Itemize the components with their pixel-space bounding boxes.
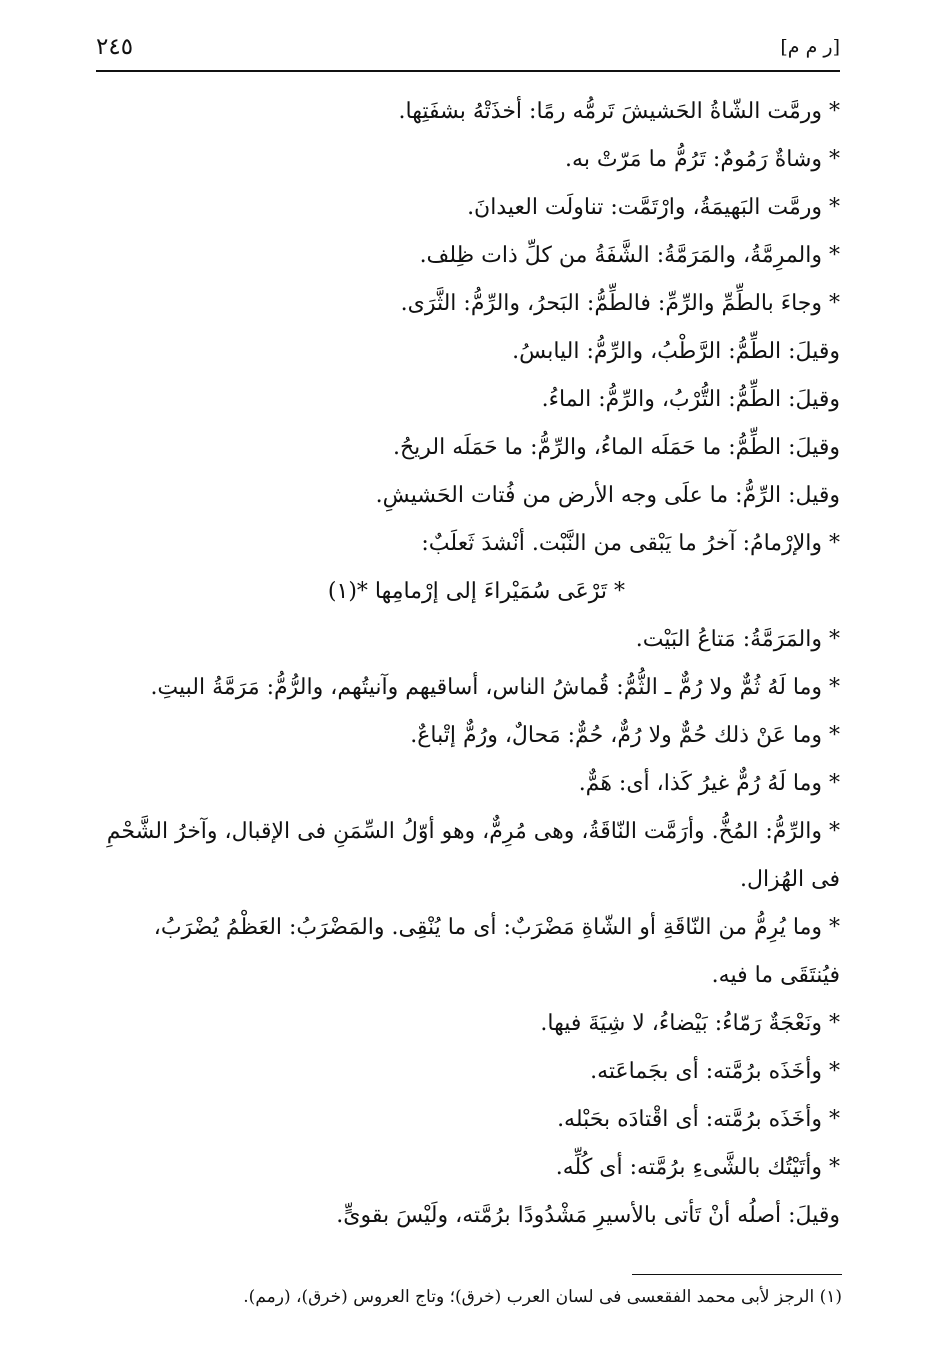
paragraph-6: وقيلَ: الطِّمُّ: الرَّطْبُ، والرِّمُّ: اليابسُ.: [512, 339, 840, 364]
paragraph-8: وقيلَ: الطِّمُّ: ما حَمَلَه الماءُ، والرِّمُّ: ما حَمَلَه الريحُ.: [392, 435, 840, 460]
footnote-rule: [632, 1274, 842, 1275]
paragraph-2: * وشاةٌ رَمُومٌ: تَرُمُّ ما مَرّتْ به.: [565, 147, 840, 172]
paragraph-15: * وما لَهُ رُمٌّ غيرُ كَذا، أى: هَمٌّ.: [578, 771, 840, 796]
header-rule: [96, 70, 840, 72]
paragraph-5: * وجاءَ بالطِّمِّ والرِّمِّ: فالطِّمُّ: البَحرُ، والرِّمُّ: الثَّرَى.: [400, 291, 840, 316]
paragraph-21: * وأتَيْتُك بالشَّىءِ برُمَّته: أى كُلِّه.: [555, 1155, 840, 1180]
page-header: [96, 28, 840, 68]
paragraph-3: * ورمَّت البَهيمَةُ، وارْتَمَّت: تناولَت العيدانَ.: [467, 195, 840, 220]
paragraph-4: * والمرِمَّةُ، والمَرَمَّةُ: الشَّفَةُ من كلِّ ذات ظِلف.: [419, 243, 840, 268]
footnote: (١) الرجز لأبى محمد الفقعسى فى لسان العرب (خرق)؛ وتاج العروس (خرق)، (رمم).: [243, 1287, 842, 1307]
paragraph-12: * والمَرَمَّةُ: مَتاعُ البَيْت.: [635, 627, 840, 652]
page-number: ٢٤٥: [96, 34, 134, 60]
paragraph-10: * والإرْمامُ: آخرُ ما يَبْقى من النَّبْت. أنْشدَ ثَعلَبٌ:: [421, 531, 840, 556]
paragraph-17: * وما يُرِمُّ من النّاقَةِ أو الشّاةِ مَضْرَبٌ: أى ما يُنْقِى. والمَضْرَبُ: العَظْمُ يُضْرَبُ، فيُنتَقَى ما فيه.: [153, 915, 840, 988]
paragraph-16: * والرِّمُّ: المُخُّ. وأرَمَّت النّاقَةُ، وهى مُرِمٌّ، وهو أوّلُ السِّمَنِ فى الإقبال، وآخرُ الشَّحْمِ فى الهُزال.: [106, 819, 840, 892]
paragraph-9: وقيل: الرِّمُّ: ما علَى وجه الأرض من فُتات الحَشيشِ.: [375, 483, 840, 508]
paragraph-18: * ونَعْجَةٌ رَمّاءُ: بَيْضاءُ، لا شِيَةَ فيها.: [540, 1011, 840, 1036]
paragraph-19: * وأخَذَه برُمَّته: أى بجَماعَته.: [590, 1059, 840, 1084]
paragraph-1: * ورمَّت الشّاةُ الحَشيشَ تَرمُّه رمًا: أخذَتْهُ بشفَتِها.: [398, 99, 840, 124]
root-tag: [ر م م]: [780, 36, 840, 58]
paragraph-20: * وأخَذَه برُمَّته: أى اقْتادَه بحَبْله.: [557, 1107, 840, 1132]
entry-body: [90, 88, 840, 1240]
verse-line: * تَرْعَى سُمَيْراءَ إلى إرْمامِها *(١): [327, 579, 625, 604]
paragraph-14: * وما عَنْ ذلك حُمٌّ ولا رُمٌّ، حُمٌّ: مَحالٌ، ورُمٌّ إتْباعٌ.: [410, 723, 840, 748]
paragraph-13: * وما لَهُ ثُمٌّ ولا رُمٌّ ـ الثُّمُّ: قُماشُ الناس، أساقيهم وآنيتُهم، والرُّمُّ: مَرَمَّةُ البيتِ.: [150, 675, 840, 700]
paragraph-7: وقيلَ: الطِّمُّ: التُّرْبُ، والرِّمُّ: الماءُ.: [541, 387, 840, 412]
paragraph-22: وقيلَ: أصلُه أنْ تَأتى بالأسيرِ مَشْدُودًا برُمَّته، ولَيْسَ بقوىٍّ.: [336, 1203, 840, 1228]
